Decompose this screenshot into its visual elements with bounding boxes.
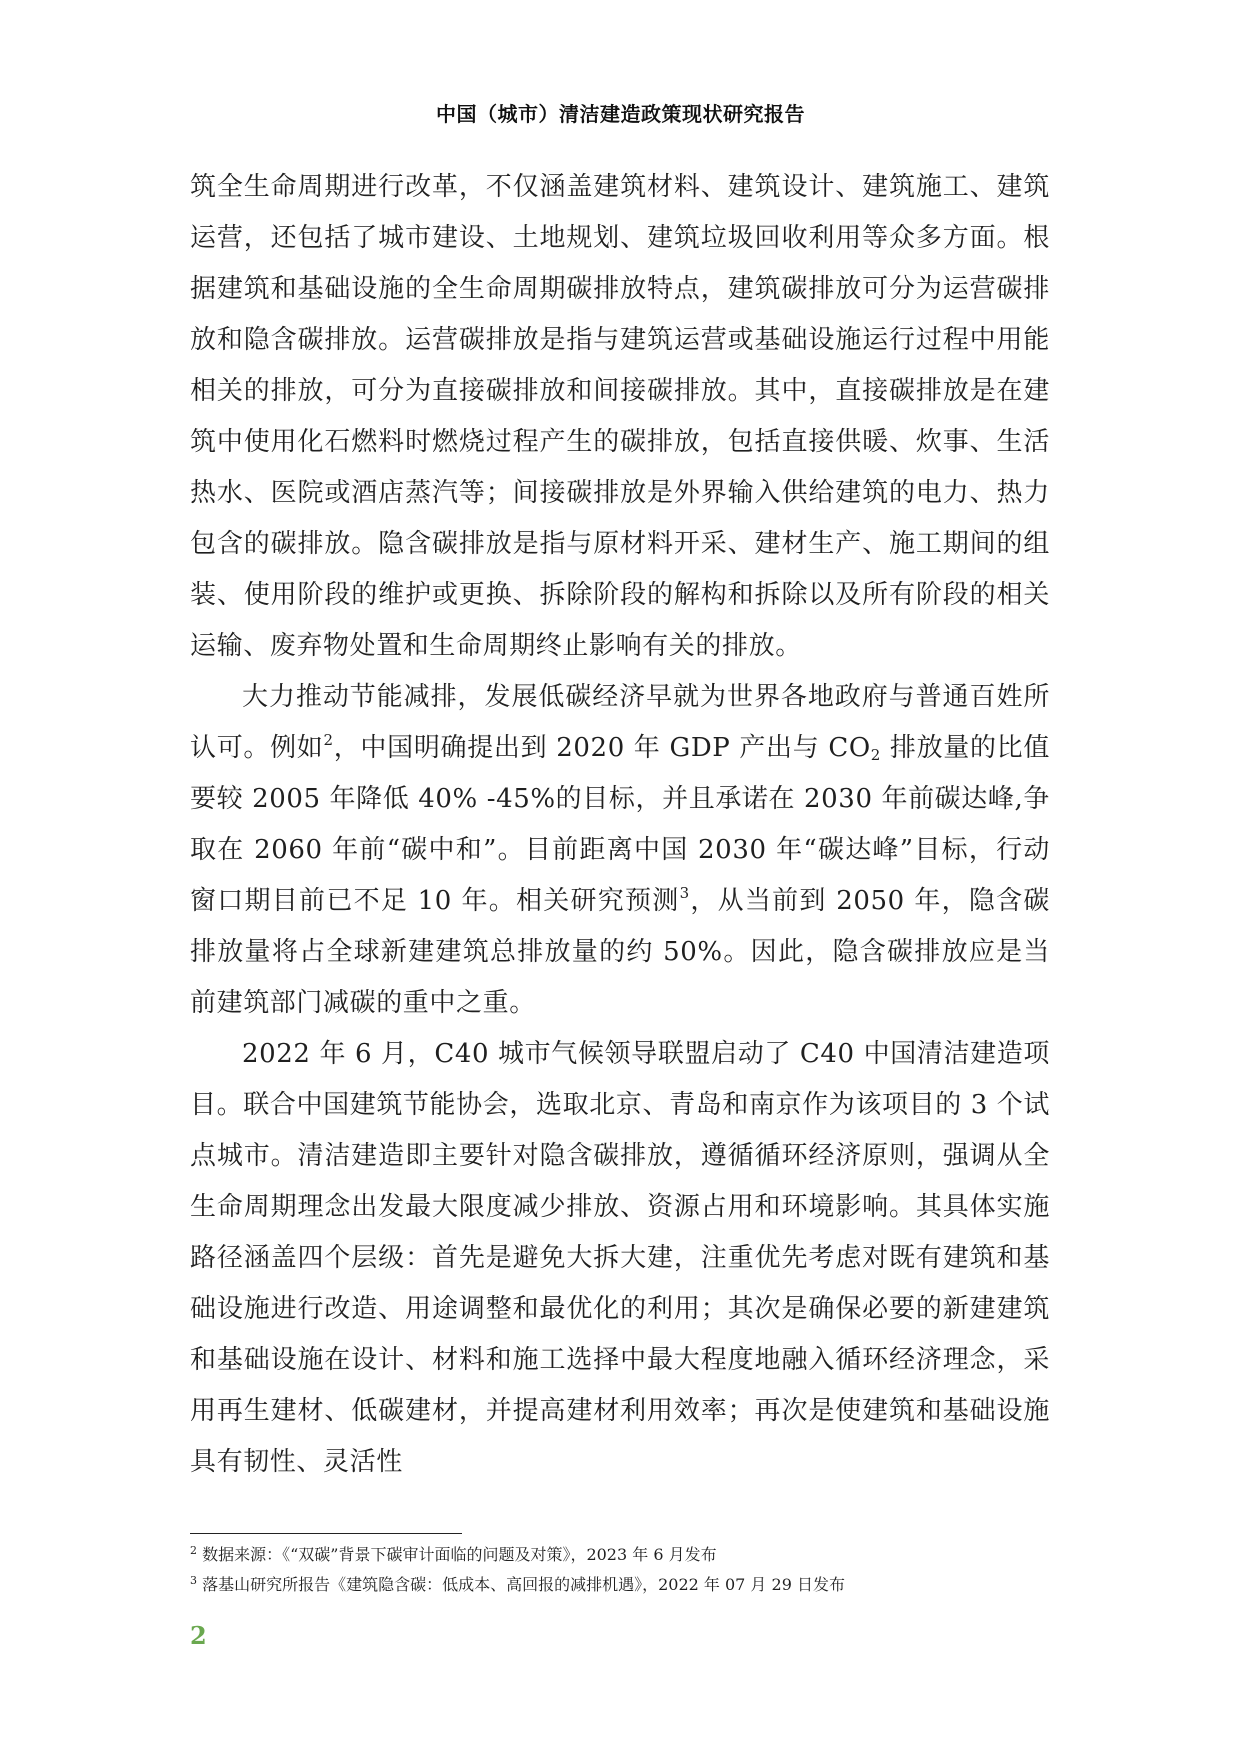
footnote-ref-3[interactable]: 3 [679,884,690,902]
body-text [190,162,1050,1488]
footnote-mark-2: 2 [190,1544,197,1557]
running-header: 中国（城市）清洁建造政策现状研究报告 [436,102,805,126]
paragraph-2-text-b: ，中国明确提出到 2020 年 GDP 产出与 CO [333,733,871,763]
page-number: 2 [190,1621,207,1650]
footnote-ref-2[interactable]: 2 [323,731,334,749]
footnote-separator [190,1533,462,1534]
paragraph-2-text-a: 大力推动节能减排，发展低碳经济早就为世界各地政府与普通百姓所认可。例如 [190,682,1050,763]
footnote-3 [190,1570,1070,1600]
footnotes [190,1540,1070,1600]
co2-subscript: 2 [870,746,881,764]
footnote-mark-3: 3 [190,1574,197,1587]
footnote-2 [190,1540,1070,1570]
footnote-2-text: 数据来源：《“双碳”背景下碳审计面临的问题及对策》，2023 年 6 月发布 [197,1545,717,1564]
paragraph-2-text-d: ，从当前到 2050 年，隐含碳排放量将占全球新建建筑总排放量的约 50%。因此，隐含碳排放应是当前建筑部门减碳的重中之重。 [190,886,1050,1018]
paragraph-1: 筑全生命周期进行改革，不仅涵盖建筑材料、建筑设计、建筑施工、建筑运营，还包括了城市建设、土地规划、建筑垃圾回收利用等众多方面。根据建筑和基础设施的全生命周期碳排放特点，建筑碳排放可分为运营碳排放和隐含碳排放。运营碳排放是指与建筑运营或基础设施运行过程中用能相关的排放，可分为直接碳排放和间接碳排放。其中，直接碳排放是在建筑中使用化石燃料时燃烧过程产生的碳排放，包括直接供暖、炊事、生活热水、医院或酒店蒸汽等；间接碳排放是外界输入供给建筑的电力、热力包含的碳排放。隐含碳排放是指与原材料开采、建材生产、施工期间的组装、使用阶段的维护或更换、拆除阶段的解构和拆除以及所有阶段的相关运输、废弃物处置和生命周期终止影响有关的排放。 [190,172,1050,661]
footnote-3-text: 落基山研究所报告《建筑隐含碳：低成本、高回报的减排机遇》，2022 年 07 月 29 日发布 [197,1575,845,1594]
paragraph-2 [190,672,1050,1029]
paragraph-2-text-c: 排放量的比值要较 2005 年降低 40% -45%的目标，并且承诺在 2030 年前碳达峰,争取在 2060 年前“碳中和”。目前距离中国 2030 年“碳达峰”目标，行动窗口期目前已不足 10 年。相关研究预测 [190,733,1050,916]
paragraph-3: 2022 年 6 月，C40 城市气候领导联盟启动了 C40 中国清洁建造项目。联合中国建筑节能协会，选取北京、青岛和南京作为该项目的 3 个试点城市。清洁建造即主要针对隐含碳排放，遵循循环经济原则，强调从全生命周期理念出发最大限度减少排放、资源占用和环境影响。其具体实施路径涵盖四个层级：首先是避免大拆大建，注重优先考虑对既有建筑和基础设施进行改造、用途调整和最优化的利用；其次是确保必要的新建建筑和基础设施在设计、材料和施工选择中最大程度地融入循环经济理念，采用再生建材、低碳建材，并提高建材利用效率；再次是使建筑和基础设施具有韧性、灵活性 [190,1039,1050,1477]
